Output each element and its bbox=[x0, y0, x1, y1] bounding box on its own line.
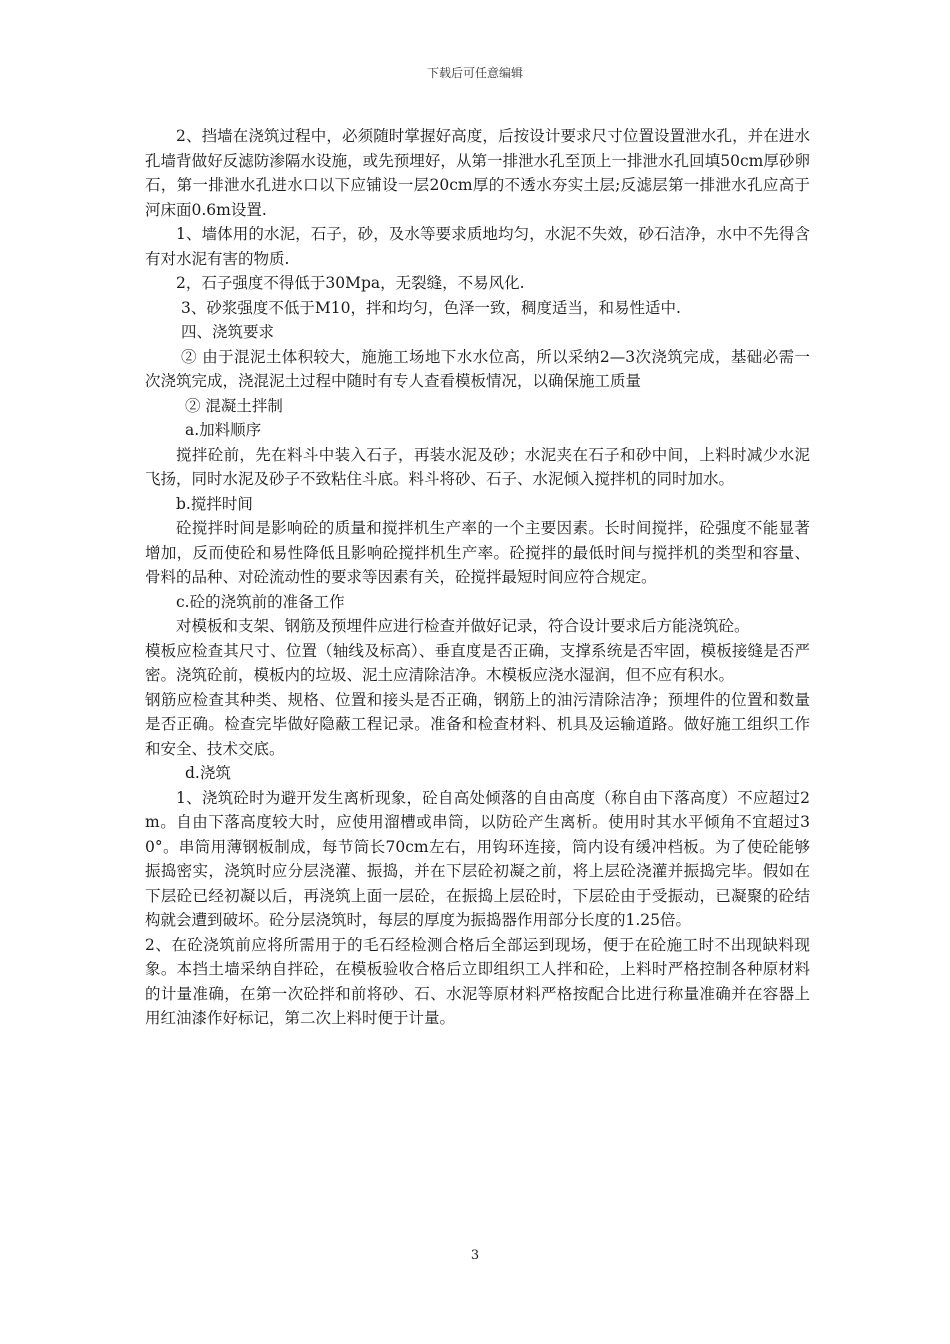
paragraph: 对模板和支架、钢筋及预埋件应进行检查并做好记录，符合设计要求后方能浇筑砼。 bbox=[176, 617, 750, 635]
paragraph: 模板应检查其尺寸、位置（轴线及标高）、垂直度是否正确，支撑系统是否牢固，模板接缝是否严密。浇筑砼前，模板内的垃圾、泥土应清除洁净。木模板应浇水湿润，但不应有积水。 bbox=[145, 641, 810, 684]
section-heading: 四、浇筑要求 bbox=[181, 323, 275, 341]
paragraph: 钢筋应检查其种类、规格、位置和接头是否正确，钢筋上的油污清除洁净；预埋件的位置和数量是否正确。检查完毕做好隐蔽工程记录。准备和检查材料、机具及运输道路。做好施工组织工作和安全、技术交底。 bbox=[145, 690, 810, 758]
paragraph: 搅拌砼前，先在料斗中装入石子，再装水泥及砂；水泥夹在石子和砂中间，上料时减少水泥飞扬，同时水泥及砂子不致粘住斗底。料斗将砂、石子、水泥倾入搅拌机的同时加水。 bbox=[145, 445, 810, 488]
page-number: 3 bbox=[470, 1248, 480, 1263]
paragraph: ② 由于混泥土体积较大，施施工场地下水水位高，所以采纳2—3次浇筑完成，基础必需一次浇筑完成，浇混泥土过程中随时有专人查看模板情况，以确保施工质量 bbox=[145, 347, 810, 390]
document-body bbox=[145, 124, 810, 1031]
subsection-heading: b.搅拌时间 bbox=[176, 494, 253, 513]
subsection-heading: ② 混凝土拌制 bbox=[185, 396, 283, 415]
subsection-heading: c.砼的浇筑前的准备工作 bbox=[176, 592, 345, 611]
paragraph: 2，石子强度不得低于30Mpa，无裂缝，不易风化. bbox=[176, 274, 525, 292]
subsection-heading: d.浇筑 bbox=[185, 764, 231, 782]
paragraph: 砼搅拌时间是影响砼的质量和搅拌机生产率的一个主要因素。长时间搅拌，砼强度不能显著增加，反而使砼和易性降低且影响砼搅拌机生产率。砼搅拌的最低时间与搅拌机的类型和容量、骨料的品种、对砼流动性的要求等因素有关，砼搅拌最短时间应符合规定。 bbox=[145, 519, 810, 586]
subsection-heading: a.加料顺序 bbox=[185, 421, 262, 439]
paragraph: 2、在砼浇筑前应将所需用于的毛石经检测合格后全部运到现场，便于在砼施工时不出现缺料现象。本挡土墙采纳自拌砼，在模板验收合格后立即组织工人拌和砼，上料时严格控制各种原材料的计量准确，在第一次砼拌和前将砂、石、水泥等原材料严格按配合比进行称量准确并在容器上用红油漆作好标记，第二次上料时便于计量。 bbox=[145, 935, 810, 1027]
page-header: 下载后可任意编辑 bbox=[426, 66, 523, 80]
paragraph: 2、挡墙在浇筑过程中，必须随时掌握好高度，后按设计要求尺寸位置设置泄水孔，并在进水孔墙背做好反滤防渗隔水设施，或先预埋好，从第一排泄水孔至顶上一排泄水孔回填50cm厚砂卵石，第一排泄水孔进水口以下应铺设一层20cm厚的不透水夯实土层;反滤层第一排泄水孔应高于河床面0.6m设置. bbox=[145, 127, 810, 219]
paragraph: 1、墙体用的水泥，石子，砂，及水等要求质地均匀，水泥不失效，砂石洁净，水中不先得含有对水泥有害的物质. bbox=[145, 225, 810, 268]
paragraph: 1、浇筑砼时为避开发生离析现象，砼自高处倾落的自由高度（称自由下落高度）不应超过2m。自由下落高度较大时，应使用溜槽或串筒，以防砼产生离析。使用时其水平倾角不宜超过30°。串筒用薄钢板制成，每节筒长70cm左右，用钩环连接，筒内设有缓冲档板。为了使砼能够振捣密实，浇筑时应分层浇灌、振捣，并在下层砼初凝之前，将上层砼浇灌并振捣完毕。假如在下层砼已经初凝以后，再浇筑上面一层砼，在振捣上层砼时，下层砼由于受振动，已凝聚的砼结构就会遭到破坏。砼分层浇筑时，每层的厚度为振捣器作用部分长度的1.25倍。 bbox=[145, 788, 810, 929]
paragraph: 3、砂浆强度不低于M10，拌和均匀，色泽一致，稠度适当，和易性适中. bbox=[181, 298, 681, 317]
